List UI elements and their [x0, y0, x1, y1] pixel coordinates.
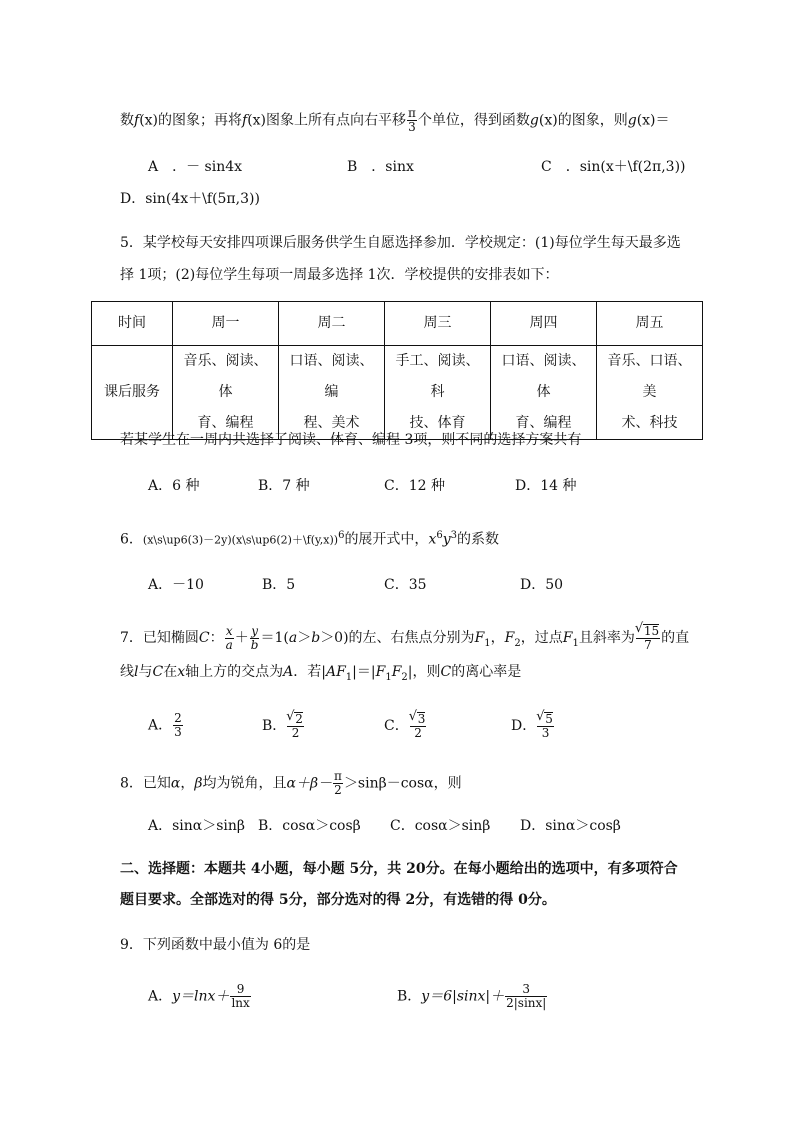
numerator — [287, 712, 304, 727]
q4-text: 数 — [120, 112, 134, 129]
q7-option-b — [262, 712, 305, 740]
denominator: a — [225, 637, 233, 652]
cell-line: 口语、阅读、体 — [501, 353, 586, 400]
table-header-cell: 周四 — [491, 302, 597, 346]
table-cell — [385, 346, 491, 440]
q7-x-over-a — [225, 625, 234, 652]
q7-var: F — [504, 630, 515, 646]
q6-term-x-exp: 6 — [436, 530, 443, 541]
q6-option-b: B．5 — [262, 577, 296, 593]
q8-text: ， — [180, 775, 195, 792]
q8-expr: α＋β－ — [286, 775, 333, 792]
denominator: 2 — [291, 726, 300, 740]
q7-var: x — [177, 664, 186, 680]
q7-text: 与 — [138, 664, 153, 680]
q8-option-a: A．sinα＞sinβ — [148, 818, 246, 834]
denominator: 3 — [174, 725, 182, 739]
numerator: y — [251, 623, 259, 638]
table-cell — [173, 346, 279, 440]
q6-stem — [120, 526, 499, 551]
section-2-title-line1: 二、选择题：本题共 4小题，每小题 5分，共 20分。在每小题给出的选项中，有多项符合 — [120, 861, 678, 877]
sqrt: √ 3 — [417, 712, 426, 726]
q8-text: 8．已知 — [120, 775, 171, 792]
q7-sub: 2 — [514, 637, 521, 649]
q4-stem — [120, 107, 670, 134]
q8-var: α — [170, 775, 181, 792]
table-cell — [491, 346, 597, 440]
cell-line: 育、编程 — [515, 415, 572, 431]
q7-text: ，过点 — [520, 630, 563, 646]
q7-var: F — [391, 664, 402, 680]
q7-sub: 2 — [401, 671, 408, 683]
q7-option-d — [511, 712, 555, 740]
numerator: π — [334, 769, 342, 783]
cell-line: 手工、阅读、科 — [395, 353, 480, 400]
q4-text: (x)＝ — [636, 112, 670, 129]
q7-y-over-b — [250, 625, 260, 652]
denominator: 2|sinx| — [506, 996, 547, 1010]
option-label: A． — [148, 988, 173, 1005]
q6-exponent: 6 — [338, 530, 345, 541]
q5-question: 若某学生在一周内共选择了阅读、体育、编程 3项，则不同的选择方案共有 — [120, 432, 582, 448]
q5-option-a: A．6 种 — [148, 478, 200, 494]
sqrt: √ 2 — [294, 712, 303, 726]
q6-term-x: x — [428, 531, 437, 548]
numerator: 3 — [505, 983, 547, 997]
q7-stem-line1 — [120, 624, 689, 654]
q6-number: 6． — [120, 531, 143, 548]
numerator — [636, 624, 660, 639]
q4-shift-fraction — [407, 107, 417, 134]
numerator — [410, 712, 427, 727]
q9-option-a — [148, 983, 252, 1010]
q6-option-c: C．35 — [384, 577, 427, 593]
section-2-title-line2: 题目要求。全部选对的得 5分，部分选对的得 2分，有选错的得 0分。 — [120, 892, 556, 908]
q7-sub: 1 — [345, 671, 353, 683]
denominator: 3 — [541, 726, 550, 740]
denominator: 2 — [334, 783, 342, 797]
q7-sub: 1 — [484, 637, 491, 649]
q6-expression: (x\s\up6(3)－2y)(x\s\up6(2)＋\f(y,x)) — [142, 533, 339, 547]
q8-option-b: B．cosα＞cosβ — [258, 818, 361, 834]
q8-stem — [120, 770, 462, 797]
table-cell — [597, 346, 703, 440]
option-expr: y＝6|sinx|＋ — [421, 988, 505, 1005]
cell-line: 术、科技 — [621, 415, 678, 431]
q4-text: (x)图象上所有点向右平移 — [247, 112, 407, 129]
numerator — [537, 712, 554, 727]
q7-text: 线 — [120, 664, 134, 680]
q7-text: ， — [490, 630, 505, 646]
cell-line: 技、体育 — [409, 415, 466, 431]
q7-text: ＞ — [297, 630, 312, 646]
q4-option-b: B ．sinx — [347, 159, 414, 175]
q7-var: C — [198, 630, 210, 646]
table-header-cell: 周五 — [597, 302, 703, 346]
cell-line: 音乐、阅读、体 — [183, 353, 268, 400]
q8-pi-over-2 — [333, 770, 343, 797]
q4-text: 个单位，得到函数 — [417, 112, 530, 129]
q7-var: C — [440, 664, 452, 680]
q7-slope-fraction — [636, 624, 660, 652]
option-fraction — [287, 712, 304, 740]
q7-text: ＝1( — [260, 630, 289, 646]
numerator: π — [408, 106, 416, 120]
q7-text: ＋ — [234, 630, 249, 646]
cell-line: 音乐、口语、美 — [607, 353, 692, 400]
option-expr: y＝lnx＋ — [172, 988, 230, 1005]
table-header-cell: 周二 — [279, 302, 385, 346]
denominator: b — [250, 637, 259, 652]
q7-text: |＝| — [352, 664, 376, 680]
sqrt: √ 15 — [643, 624, 659, 638]
q6-text: 的系数 — [457, 531, 500, 548]
option-label: B． — [397, 988, 422, 1005]
table-cell — [279, 346, 385, 440]
q6-text: 的展开式中， — [344, 531, 429, 548]
denominator: 3 — [408, 120, 416, 134]
q7-sub: 1 — [572, 637, 579, 649]
option-fraction — [505, 983, 547, 1010]
q4-text: (x)的图象；再将 — [139, 112, 243, 129]
q6-option-a: A．－10 — [148, 577, 204, 593]
q4-f: f — [134, 112, 140, 129]
q7-var: a — [288, 630, 298, 646]
q6-option-d: D．50 — [520, 577, 564, 593]
q7-option-a — [148, 712, 184, 739]
q7-text: 的离心率是 — [451, 664, 522, 680]
numerator: 9 — [230, 983, 250, 997]
q7-text: 轴上方的交点为 — [185, 664, 284, 680]
q4-option-a: A ．－ sin4x — [148, 159, 243, 175]
q7-var: F — [375, 664, 386, 680]
numerator: 2 — [174, 711, 182, 725]
schedule-table — [91, 301, 703, 440]
table-header-cell: 周一 — [173, 302, 279, 346]
q9-option-b — [397, 983, 548, 1010]
q7-text: ： — [209, 630, 224, 646]
cell-line: 程、美术 — [303, 415, 360, 431]
q7-text: 的直 — [661, 630, 690, 646]
option-fraction — [410, 712, 427, 740]
option-fraction — [537, 712, 554, 740]
q8-text: 均为锐角，且 — [202, 775, 287, 792]
q7-var: C — [152, 664, 164, 680]
q5-stem-line2: 择 1项；(2)每位学生每项一周最多选择 1次．学校提供的安排表如下： — [120, 267, 559, 283]
cell-line: 口语、阅读、编 — [289, 353, 374, 400]
q7-stem-line2 — [120, 662, 521, 688]
q7-sub: 1 — [385, 671, 392, 683]
q7-text: 且斜率为 — [578, 630, 635, 646]
denominator: 7 — [644, 638, 652, 652]
q5-option-d: D．14 种 — [515, 478, 577, 494]
q8-expr: ＞sinβ－cosα — [343, 775, 434, 792]
table-row-label: 课后服务 — [92, 346, 173, 440]
table-header-cell: 时间 — [92, 302, 173, 346]
q7-var: l — [134, 664, 139, 680]
q4-text: (x)的图象，则 — [538, 112, 628, 129]
q8-var: β — [194, 775, 203, 792]
q9-stem: 9．下列函数中最小值为 6的是 — [120, 937, 311, 953]
q7-text: ＞0)的左、右焦点分别为 — [320, 630, 475, 646]
q4-f: f — [242, 112, 248, 129]
q5-option-c: C．12 种 — [384, 478, 445, 494]
q5-option-b: B．7 种 — [258, 478, 310, 494]
table-header-row — [92, 302, 703, 346]
option-label: B． — [262, 718, 287, 734]
q5-stem-line1: 5．某学校每天安排四项课后服务供学生自愿选择参加．学校规定：(1)每位学生每天最多选 — [120, 235, 681, 251]
numerator: x — [225, 623, 233, 638]
denominator: 2 — [414, 726, 422, 740]
q6-term-y: y — [442, 531, 451, 548]
q7-var: F — [474, 630, 485, 646]
option-fraction — [173, 712, 183, 739]
q7-var: b — [311, 630, 321, 646]
q4-option-d: D．sin(4x＋\f(5π,3)) — [120, 191, 260, 207]
q7-option-c — [384, 712, 427, 740]
q6-term-y-exp: 3 — [450, 530, 458, 541]
q4-g: g — [627, 112, 637, 129]
q7-text: 在 — [163, 664, 178, 680]
q4-option-c: C ．sin(x＋\f(2π,3)) — [541, 159, 686, 175]
option-label: A． — [148, 717, 173, 734]
q7-var: AF — [325, 664, 346, 680]
cell-line: 育、编程 — [197, 415, 254, 431]
q8-option-c: C．cosα＞sinβ — [390, 818, 491, 834]
q7-text: 7．已知椭圆 — [120, 630, 199, 646]
option-fraction — [230, 983, 250, 1010]
q8-option-d: D．sinα＞cosβ — [520, 818, 621, 834]
option-label: D． — [511, 718, 537, 734]
denominator: lnx — [231, 996, 250, 1010]
sqrt: √ 5 — [544, 712, 553, 726]
option-label: C． — [384, 718, 409, 734]
q7-var: F — [562, 630, 573, 646]
q4-g: g — [529, 112, 539, 129]
table-row — [92, 346, 703, 440]
q7-text: |，则 — [407, 664, 441, 680]
q8-text: ，则 — [433, 775, 462, 792]
q7-var: A — [283, 664, 294, 680]
table-header-cell: 周三 — [385, 302, 491, 346]
q7-text: ．若| — [293, 664, 326, 680]
